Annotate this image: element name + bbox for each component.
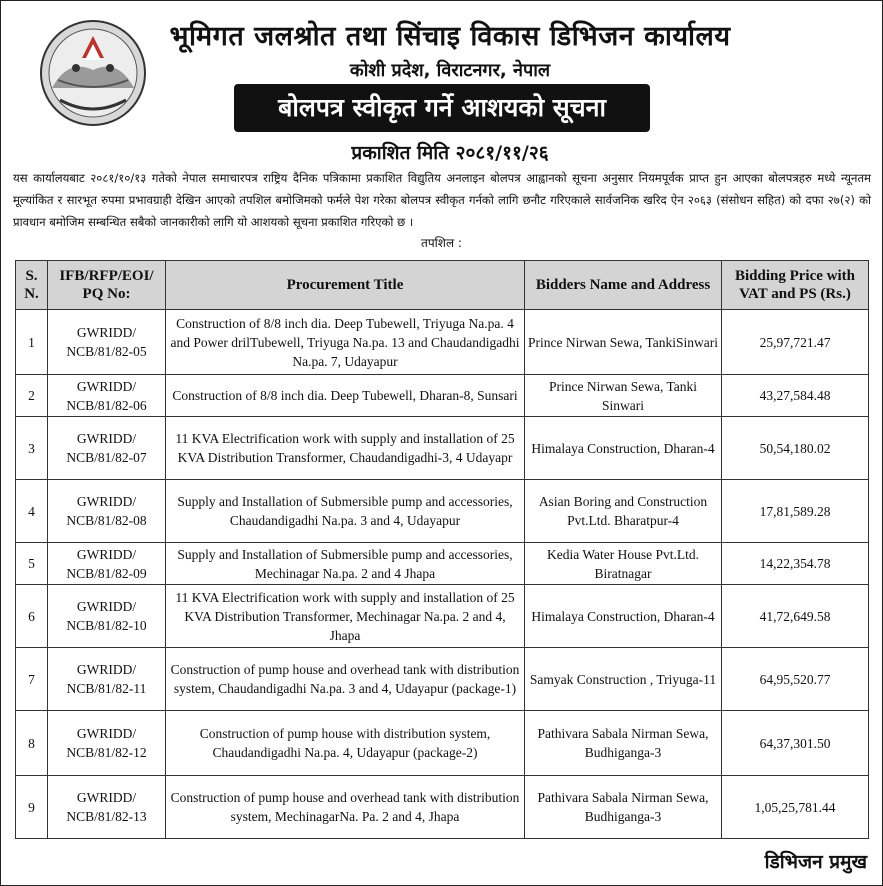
cell-price: 41,72,649.58 <box>722 585 869 648</box>
cell-sn: 5 <box>16 543 48 585</box>
cell-ref-no: GWRIDD/ NCB/81/82-07 <box>48 417 166 480</box>
table-row <box>16 776 869 839</box>
notice-title: बोलपत्र स्वीकृत गर्ने आशयको सूचना <box>234 84 650 132</box>
cell-procurement-title: Construction of pump house and overhead tank with distribution system, Chaudandigadhi Na.pa. 3 and 4, Udayapur (package-1) <box>166 648 525 711</box>
table-row <box>16 648 869 711</box>
intro-paragraph: यस कार्यालयबाट २०८१/१०/१३ गतेको नेपाल समाचारपत्र राष्ट्रिय दैनिक पत्रिकामा प्रकाशित विद्युतिय अनलाइन बोलपत्र आह्वानको सूचना अनुसार नियमपूर्वक प्राप्त हुन आएका बोलपत्रहरु मध्ये न्यूनतम मूल्यांकित र सारभूत रुपमा प्रभावग्राही देखिन आएको तपशिल बमोजिमको फर्मले पेश गरेका बोलपत्र स्वीकृत गर्नको लागि छनौट गरिएकाले सार्वजनिक खरिद ऐन २०६३ (संसोधन सहित) को दफा २७(२) को प्रावधान बमोजिम सम्बन्धित सबैको जानकारीको लागि यो आशयको सूचना प्रकाशित गरिएको छ । <box>13 171 871 229</box>
cell-sn: 8 <box>16 711 48 776</box>
header-sn: S. N. <box>16 261 48 310</box>
signature-division-chief: डिभिजन प्रमुख <box>764 851 867 873</box>
cell-price: 64,37,301.50 <box>722 711 869 776</box>
cell-sn: 1 <box>16 310 48 375</box>
cell-ref-no: GWRIDD/ NCB/81/82-09 <box>48 543 166 585</box>
cell-bidder: Prince Nirwan Sewa, TankiSinwari <box>525 310 722 375</box>
cell-bidder: Kedia Water House Pvt.Ltd. Biratnagar <box>525 543 722 585</box>
table-row <box>16 543 869 585</box>
cell-price: 1,05,25,781.44 <box>722 776 869 839</box>
cell-price: 43,27,584.48 <box>722 375 869 417</box>
cell-sn: 3 <box>16 417 48 480</box>
cell-procurement-title: Construction of 8/8 inch dia. Deep Tubewell, Dharan-8, Sunsari <box>166 375 525 417</box>
cell-price: 50,54,180.02 <box>722 417 869 480</box>
cell-procurement-title: Construction of 8/8 inch dia. Deep Tubewell, Triyuga Na.pa. 4 and Power drilTubewell, Triyuga Na.pa. 13 and Chaudandigadhi Na.pa. 7, Udayapur <box>166 310 525 375</box>
cell-ref-no: GWRIDD/ NCB/81/82-10 <box>48 585 166 648</box>
procurement-table <box>15 260 869 839</box>
cell-bidder: Samyak Construction , Triyuga-11 <box>525 648 722 711</box>
cell-sn: 7 <box>16 648 48 711</box>
cell-sn: 6 <box>16 585 48 648</box>
table-row <box>16 310 869 375</box>
cell-ref-no: GWRIDD/ NCB/81/82-08 <box>48 480 166 543</box>
office-address: कोशी प्रदेश, विराटनगर, नेपाल <box>349 60 551 81</box>
cell-procurement-title: Supply and Installation of Submersible pump and accessories, Mechinagar Na.pa. 2 and 4 Jhapa <box>166 543 525 585</box>
cell-procurement-title: Construction of pump house and overhead tank with distribution system, MechinagarNa. Pa. 2 and 4, Jhapa <box>166 776 525 839</box>
cell-price: 25,97,721.47 <box>722 310 869 375</box>
cell-bidder: Pathivara Sabala Nirman Sewa, Budhiganga-3 <box>525 711 722 776</box>
cell-bidder: Himalaya Construction, Dharan-4 <box>525 417 722 480</box>
cell-ref-no: GWRIDD/ NCB/81/82-13 <box>48 776 166 839</box>
office-name: भूमिगत जलश्रोत तथा सिंचाइ विकास डिभिजन कार्यालय <box>169 21 731 52</box>
table-row <box>16 417 869 480</box>
nepal-government-emblem <box>38 18 148 128</box>
table-row <box>16 585 869 648</box>
details-label: तपशिल : <box>421 236 462 250</box>
cell-sn: 2 <box>16 375 48 417</box>
cell-sn: 9 <box>16 776 48 839</box>
cell-price: 64,95,520.77 <box>722 648 869 711</box>
header-procurement-title: Procurement Title <box>166 261 525 310</box>
cell-ref-no: GWRIDD/ NCB/81/82-06 <box>48 375 166 417</box>
cell-price: 17,81,589.28 <box>722 480 869 543</box>
cell-ref-no: GWRIDD/ NCB/81/82-05 <box>48 310 166 375</box>
cell-procurement-title: Construction of pump house with distribution system, Chaudandigadhi Na.pa. 4, Udayapur (package-2) <box>166 711 525 776</box>
cell-ref-no: GWRIDD/ NCB/81/82-11 <box>48 648 166 711</box>
cell-ref-no: GWRIDD/ NCB/81/82-12 <box>48 711 166 776</box>
table-row <box>16 375 869 417</box>
table-row <box>16 480 869 543</box>
cell-bidder: Prince Nirwan Sewa, Tanki Sinwari <box>525 375 722 417</box>
cell-price: 14,22,354.78 <box>722 543 869 585</box>
cell-procurement-title: 11 KVA Electrification work with supply and installation of 25 KVA Distribution Transformer, Chaudandigadhi-3, 4 Udayapr <box>166 417 525 480</box>
table-row <box>16 711 869 776</box>
published-date: प्रकाशित मिति २०८१/११/२६ <box>351 142 549 164</box>
cell-procurement-title: 11 KVA Electrification work with supply and installation of 25 KVA Distribution Transformer, Mechinagar Na.pa. 2 and 4, Jhapa <box>166 585 525 648</box>
header-bidder: Bidders Name and Address <box>525 261 722 310</box>
cell-sn: 4 <box>16 480 48 543</box>
header-price: Bidding Price with VAT and PS (Rs.) <box>722 261 869 310</box>
table-header-row <box>16 261 869 310</box>
cell-bidder: Pathivara Sabala Nirman Sewa, Budhiganga-3 <box>525 776 722 839</box>
cell-bidder: Asian Boring and Construction Pvt.Ltd. Bharatpur-4 <box>525 480 722 543</box>
cell-bidder: Himalaya Construction, Dharan-4 <box>525 585 722 648</box>
cell-procurement-title: Supply and Installation of Submersible pump and accessories, Chaudandigadhi Na.pa. 3 and 4, Udayapur <box>166 480 525 543</box>
header-ref-no: IFB/RFP/EOI/ PQ No: <box>48 261 166 310</box>
